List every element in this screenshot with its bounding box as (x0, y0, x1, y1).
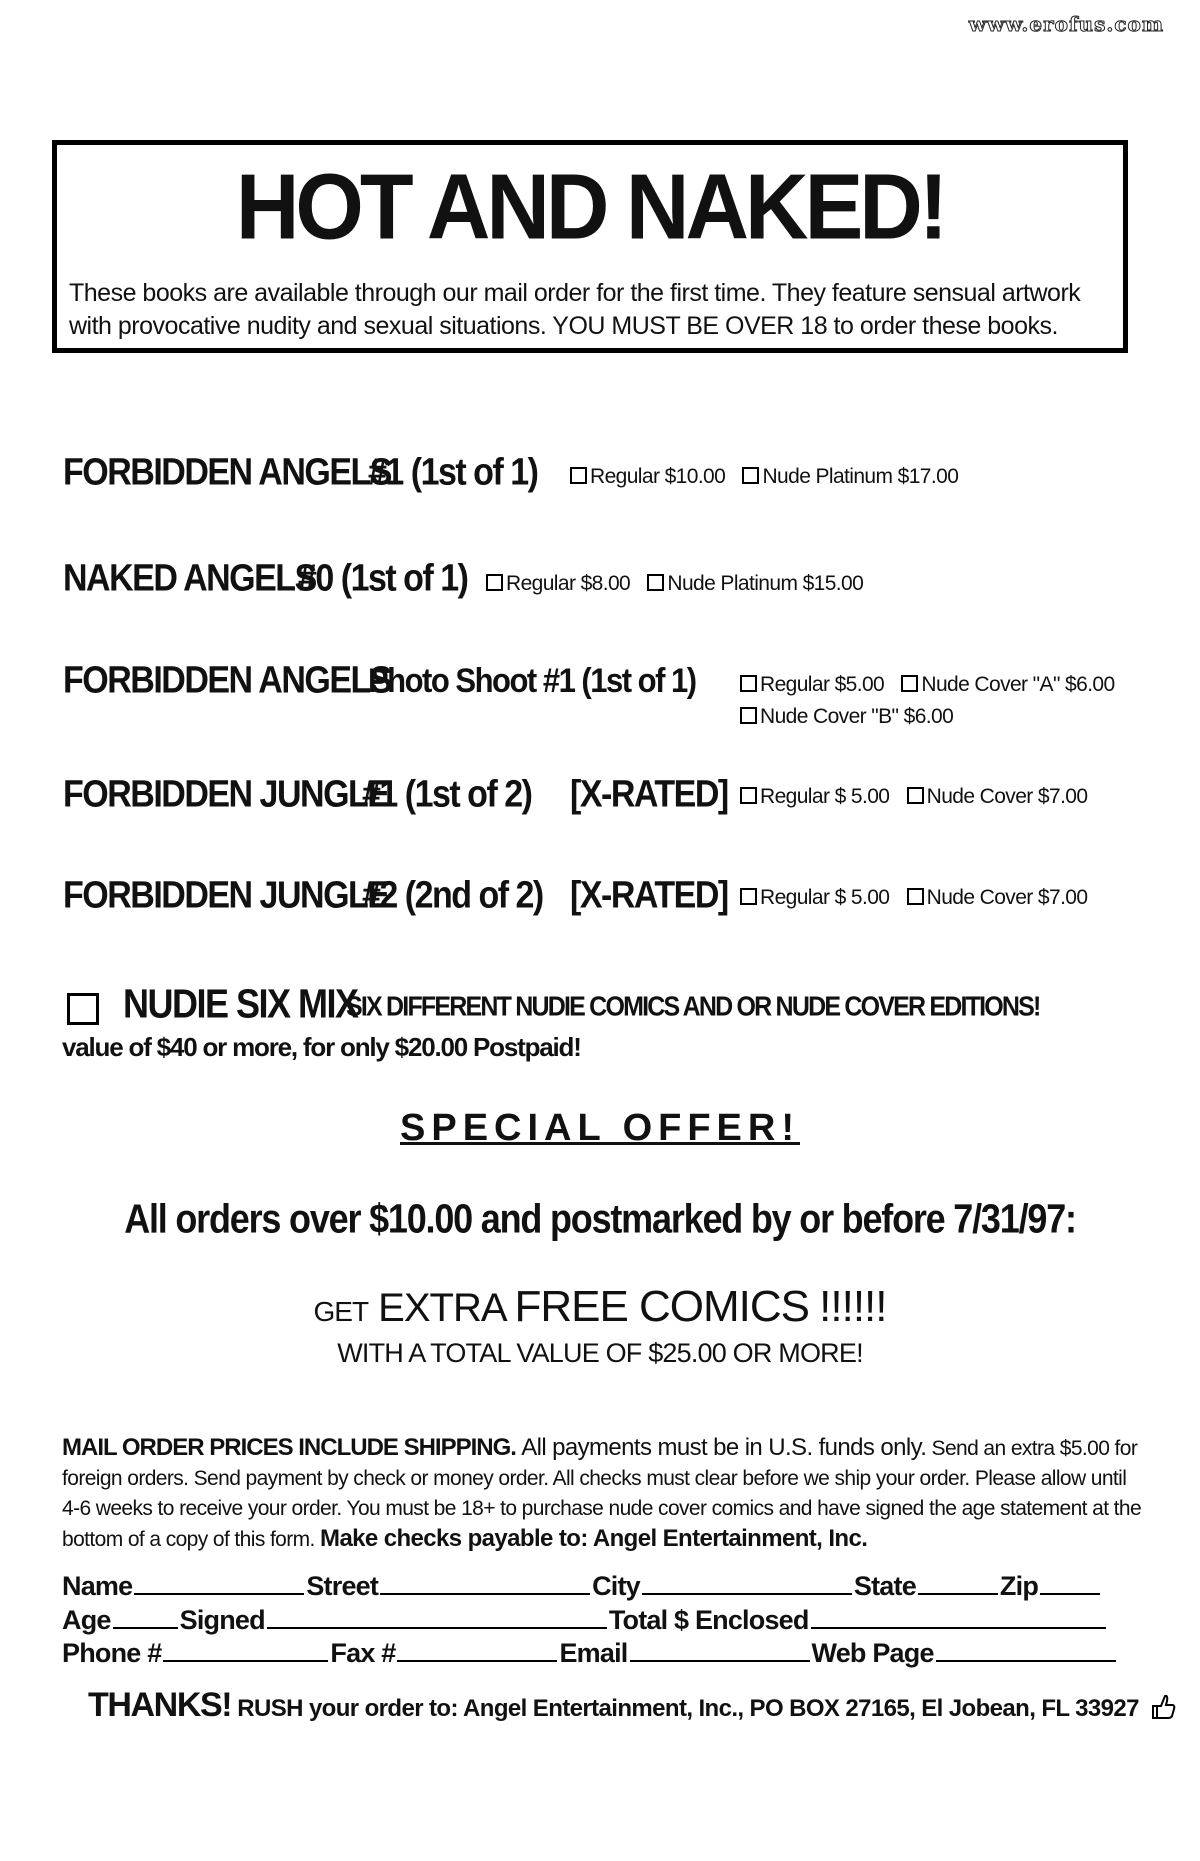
headline-body: These books are available through our mail order for the first time. They feature sensual artwork with provocative nudity and sexual situations. YOU MUST BE OVER 18 to order these books. (69, 279, 1081, 340)
option-regular[interactable]: Regular $10.00 (570, 465, 725, 488)
street-field[interactable] (380, 1571, 590, 1595)
thumbs-up-icon (1151, 1692, 1177, 1727)
nudie-title: NUDIE SIX MIX (123, 980, 358, 1027)
headline-box (52, 140, 1128, 353)
phone-field[interactable] (163, 1638, 328, 1662)
option-nude-a[interactable]: Nude Cover "A" $6.00 (901, 673, 1114, 696)
mail-order-details: Send an extra $5.00 for foreign orders. Send payment by check or money order. All checks must clear before we ship your order. Please allow until 4-6 weeks to receive your order. You must be 18+ to purchase nude cover comics and have signed the age statement at the bottom of a copy of this form. (62, 1437, 1142, 1551)
extra-text: EXTRA (378, 1286, 505, 1330)
special-offer-subtitle: All orders over $10.00 and postmarked by or before 7/31/97: (124, 1195, 1076, 1242)
checkbox-icon[interactable] (740, 888, 757, 905)
product-options (486, 572, 875, 596)
product-options (740, 886, 1099, 910)
product-options (570, 465, 970, 489)
option-regular[interactable]: Regular $5.00 (740, 673, 884, 696)
headline-title: HOT AND NAKED! (235, 154, 945, 259)
product-options (740, 673, 1127, 697)
special-offer-title: SPECIAL OFFER! (400, 1107, 800, 1149)
age-field[interactable] (113, 1605, 178, 1629)
product-name: FORBIDDEN JUNGLE (63, 772, 389, 816)
form-line-1 (62, 1571, 1102, 1602)
exclaim-text: !!!!!! (819, 1282, 887, 1331)
signed-field[interactable] (267, 1605, 607, 1629)
email-field[interactable] (630, 1638, 810, 1662)
street-label: Street (306, 1571, 379, 1601)
checkbox-icon[interactable] (740, 707, 757, 724)
product-issue: #1 (1st of 1) (368, 450, 538, 494)
option-nude[interactable]: Nude Platinum $15.00 (647, 572, 863, 595)
city-label: City (592, 1571, 640, 1601)
product-issue: #2 (2nd of 2) (362, 873, 543, 917)
signed-label: Signed (179, 1605, 265, 1635)
email-label: Email (559, 1638, 628, 1668)
option-nude-b[interactable]: Nude Cover "B" $6.00 (740, 705, 953, 728)
watermark: www.erofus.com (968, 12, 1164, 36)
name-label: Name (62, 1571, 133, 1601)
checkbox-icon[interactable] (647, 574, 664, 591)
product-name: FORBIDDEN ANGELS (63, 658, 391, 702)
checkbox-icon[interactable] (907, 787, 924, 804)
age-label: Age (62, 1605, 111, 1635)
fax-field[interactable] (397, 1638, 557, 1662)
zip-field[interactable] (1040, 1571, 1100, 1595)
name-field[interactable] (134, 1571, 304, 1595)
product-name: FORBIDDEN ANGELS (63, 450, 391, 494)
option-regular[interactable]: Regular $ 5.00 (740, 785, 889, 808)
nudie-price: value of $40 or more, for only $20.00 Postpaid! (62, 1032, 581, 1062)
checkbox-icon[interactable] (740, 675, 757, 692)
zip-label: Zip (999, 1571, 1039, 1601)
option-nude[interactable]: Nude Cover $7.00 (907, 886, 1088, 909)
checkbox-icon[interactable] (742, 467, 759, 484)
mail-order-payable: Make checks payable to: Angel Entertainment, Inc. (320, 1525, 868, 1552)
total-label: Total $ Enclosed (608, 1605, 809, 1635)
free-comics-text: FREE COMICS (514, 1282, 810, 1331)
city-field[interactable] (642, 1571, 852, 1595)
option-nude[interactable]: Nude Platinum $17.00 (742, 465, 958, 488)
product-issue: #1 (1st of 2) (362, 772, 532, 816)
mail-order-lead: MAIL ORDER PRICES INCLUDE SHIPPING. (62, 1434, 516, 1461)
checkbox-icon[interactable] (907, 888, 924, 905)
product-rating: [X-RATED] (570, 772, 728, 816)
checkbox-icon[interactable] (901, 675, 918, 692)
thanks-line (88, 1686, 1177, 1727)
state-field[interactable] (918, 1571, 998, 1595)
checkbox-icon[interactable] (486, 574, 503, 591)
option-regular[interactable]: Regular $ 5.00 (740, 886, 889, 909)
web-label: Web Page (811, 1638, 934, 1668)
product-rating: [X-RATED] (570, 873, 728, 917)
phone-label: Phone # (62, 1638, 162, 1668)
get-text: GET (313, 1296, 369, 1327)
nudie-desc: SIX DIFFERENT NUDIE COMICS AND OR NUDE COVER EDITIONS! (346, 991, 1040, 1023)
nudie-checkbox[interactable] (67, 993, 99, 1025)
product-name: FORBIDDEN JUNGLE (63, 873, 389, 917)
mail-order-block (62, 1433, 1142, 1555)
mail-order-funds: All payments must be in U.S. funds only. (521, 1434, 927, 1461)
option-regular[interactable]: Regular $8.00 (486, 572, 630, 595)
product-options-2 (740, 705, 965, 729)
form-line-3 (62, 1638, 1118, 1669)
total-field[interactable] (811, 1605, 1106, 1629)
form-line-2 (62, 1605, 1108, 1636)
checkbox-icon[interactable] (570, 467, 587, 484)
option-nude[interactable]: Nude Cover $7.00 (907, 785, 1088, 808)
value-line: WITH A TOTAL VALUE OF $25.00 OR MORE! (337, 1338, 863, 1368)
product-issue: #0 (1st of 1) (298, 556, 468, 600)
product-options (740, 785, 1099, 809)
product-name: NAKED ANGELS (63, 556, 316, 600)
checkbox-icon[interactable] (740, 787, 757, 804)
free-comics-line (0, 1282, 1200, 1332)
product-issue: Photo Shoot #1 (1st of 1) (368, 660, 696, 701)
thanks-word: THANKS! (88, 1686, 232, 1724)
state-label: State (853, 1571, 916, 1601)
thanks-address: RUSH your order to: Angel Entertainment, Inc., PO BOX 27165, El Jobean, FL 33927 (237, 1695, 1139, 1722)
web-field[interactable] (936, 1638, 1116, 1662)
fax-label: Fax # (330, 1638, 396, 1668)
